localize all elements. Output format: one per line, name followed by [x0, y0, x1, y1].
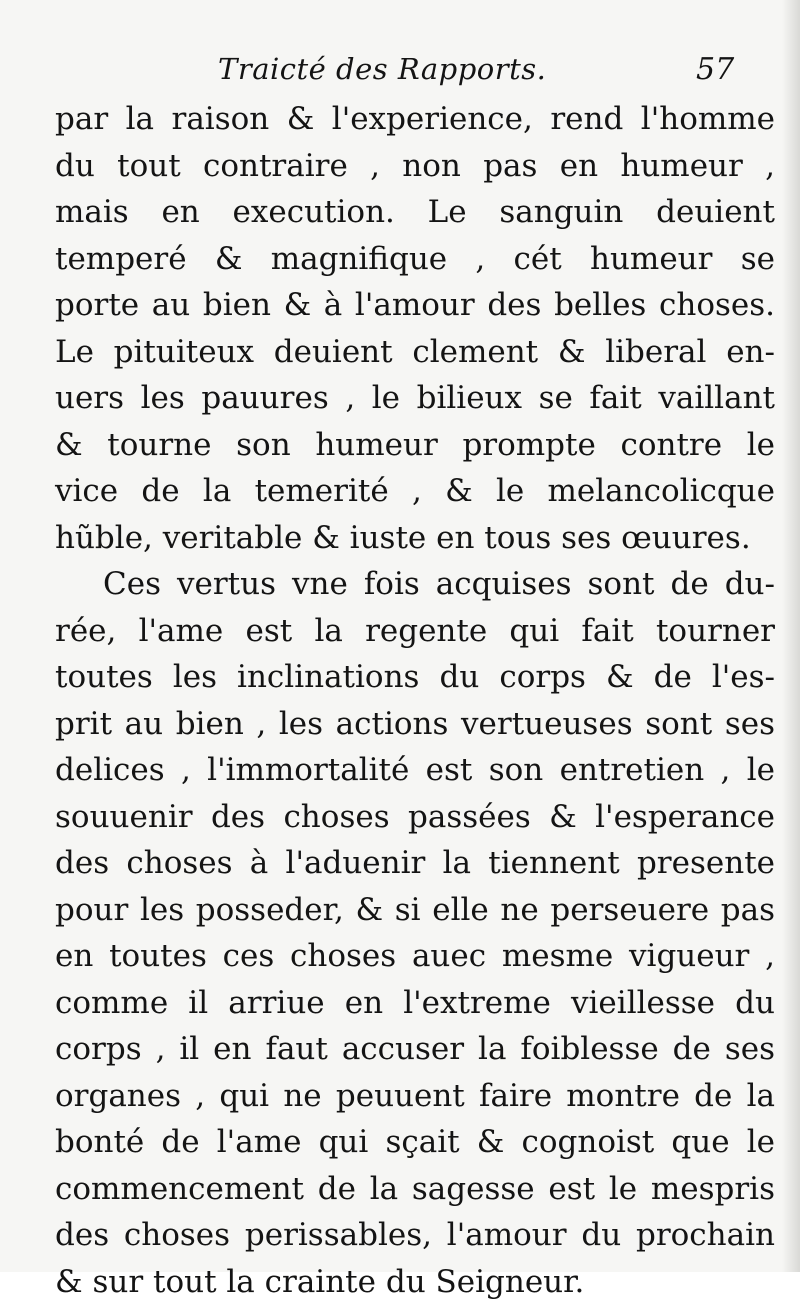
paragraph-end-line: & sur tout la crainte du Seigneur. [55, 1259, 775, 1305]
text-line: commencement de la sagesse est le mespris [55, 1166, 775, 1213]
text-line: delices , l'immortalité est son entretien , le [55, 747, 775, 794]
text-line: comme il arriue en l'extreme vieillesse du [55, 980, 775, 1027]
text-line: rée, l'ame est la regente qui fait tourner [55, 608, 775, 655]
text-line: en toutes ces choses auec mesme vigueur , [55, 933, 775, 980]
text-line: pour les posseder, & si elle ne perseuere pas [55, 887, 775, 934]
page-number: 57 [696, 52, 734, 87]
text-line: des choses perissables, l'amour du prochain [55, 1212, 775, 1259]
text-line: bonté de l'ame qui sçait & cognoist que le [55, 1119, 775, 1166]
paragraph-end-line: hũble, veritable & iuste en tous ses œuures. [55, 515, 775, 562]
text-line: porte au bien & à l'amour des belles choses. [55, 282, 775, 329]
text-line: toutes les inclinations du corps & de l'es- [55, 654, 775, 701]
text-line: temperé & magnifique , cét humeur se [55, 236, 775, 283]
text-line: par la raison & l'experience, rend l'homme [55, 96, 775, 143]
text-line: mais en execution. Le sanguin deuient [55, 189, 775, 236]
text-line: uers les pauures , le bilieux se fait vaillant [55, 375, 775, 422]
body-text [55, 96, 775, 1305]
text-line: du tout contraire , non pas en humeur , [55, 143, 775, 190]
running-title: Traicté des Rapports. [218, 52, 546, 86]
text-line: corps , il en faut accuser la foiblesse de ses [55, 1026, 775, 1073]
text-line: Le pituiteux deuient clement & liberal en- [55, 329, 775, 376]
text-line: organes , qui ne peuuent faire montre de la [55, 1073, 775, 1120]
text-line: des choses à l'aduenir la tiennent presente [55, 840, 775, 887]
text-line: souuenir des choses passées & l'esperance [55, 794, 775, 841]
text-line: prit au bien , les actions vertueuses sont ses [55, 701, 775, 748]
page-header [0, 52, 800, 102]
text-line: vice de la temerité , & le melancolicque [55, 468, 775, 515]
text-line: & tourne son humeur prompte contre le [55, 422, 775, 469]
paragraph-start-line: Ces vertus vne fois acquises sont de du- [55, 561, 775, 608]
page-edge-shadow [782, 0, 800, 1272]
